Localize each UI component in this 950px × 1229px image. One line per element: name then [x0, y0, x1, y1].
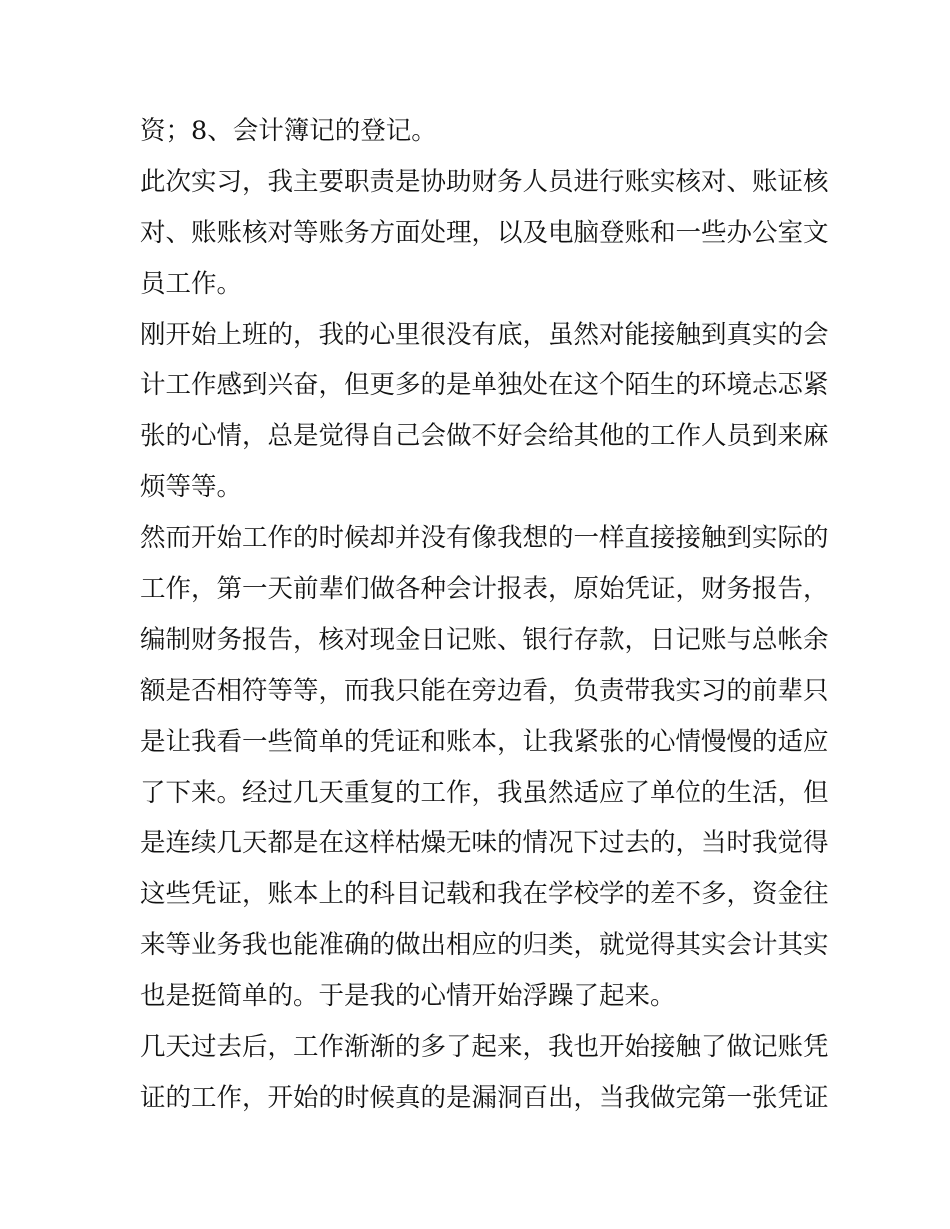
text-line: 然而开始工作的时候却并没有像我想的一样直接接触到实际的 — [140, 523, 829, 554]
text-line: 烦等等。 — [140, 472, 243, 503]
text-line: 资；8、会计簿记的登记。 — [140, 116, 437, 146]
text-line: 张的心情，总是觉得自己会做不好会给其他的工作人员到来麻 — [140, 421, 829, 452]
text-line: 来等业务我也能准确的做出相应的归类，就觉得其实会计其实 — [140, 930, 829, 961]
text-line: 工作，第一天前辈们做各种会计报表，原始凭证，财务报告， — [140, 574, 829, 605]
text-line: 额是否相符等等，而我只能在旁边看，负责带我实习的前辈只 — [140, 675, 829, 706]
text-line: 员工作。 — [140, 268, 243, 299]
text-line: 刚开始上班的，我的心里很没有底，虽然对能接触到真实的会 — [140, 319, 829, 350]
text-line: 了下来。经过几天重复的工作，我虽然适应了单位的生活，但 — [140, 777, 829, 808]
text-line: 几天过去后，工作渐渐的多了起来，我也开始接触了做记账凭 — [140, 1032, 829, 1063]
text-line: 对、账账核对等账务方面处理，以及电脑登账和一些办公室文 — [140, 217, 829, 248]
text-line: 是连续几天都是在这样枯燥无味的情况下过去的，当时我觉得 — [140, 828, 829, 859]
text-line: 是让我看一些简单的凭证和账本，让我紧张的心情慢慢的适应 — [140, 726, 829, 757]
text-line: 证的工作，开始的时候真的是漏洞百出，当我做完第一张凭证 — [140, 1082, 829, 1113]
text-line: 此次实习，我主要职责是协助财务人员进行账实核对、账证核 — [140, 166, 829, 197]
text-line: 这些凭证，账本上的科目记载和我在学校学的差不多，资金往 — [140, 879, 829, 910]
text-line: 编制财务报告，核对现金日记账、银行存款，日记账与总帐余 — [140, 624, 829, 655]
text-line: 也是挺简单的。于是我的心情开始浮躁了起来。 — [140, 981, 676, 1012]
document-body — [140, 106, 830, 1124]
text-line: 计工作感到兴奋，但更多的是单独处在这个陌生的环境忐忑紧 — [140, 370, 829, 401]
